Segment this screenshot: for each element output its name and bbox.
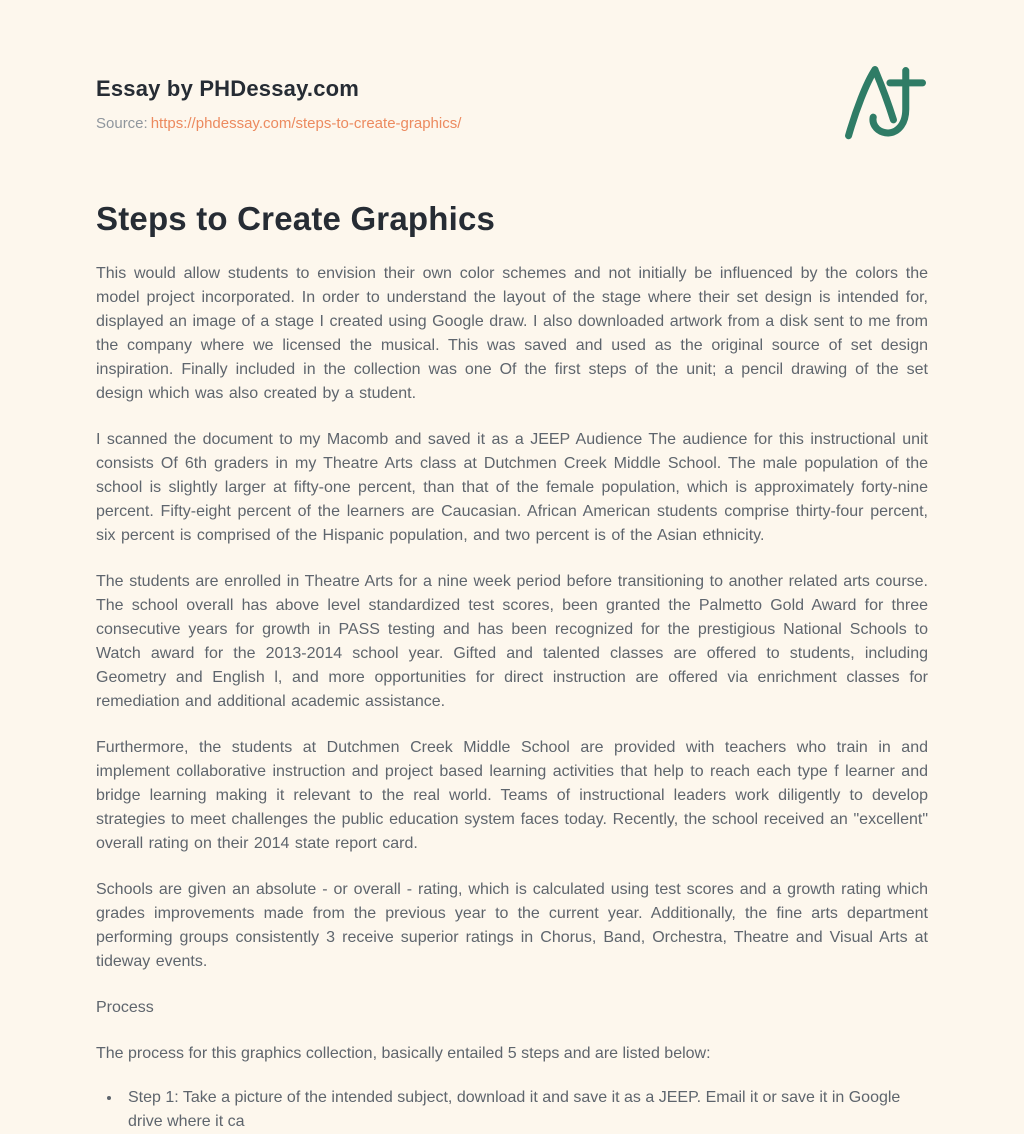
page-header: [96, 64, 928, 148]
process-intro: The process for this graphics collection, basically entailed 5 steps and are listed below:: [96, 1045, 711, 1062]
essay-paragraph-4: Furthermore, the students at Dutchmen Creek Middle School are provided with teachers who train in and implement collaborative instruction and project based learning activities that help to reach each type f learner and bridge learning making it relevant to the real world. Teams of instructional leaders work diligently to develop strategies to meet challenges the public education system faces today. Recently, the school received an "excellent" overall rating on their 2014 state report card.: [96, 739, 928, 852]
byline: Essay by PHDessay.com: [96, 76, 360, 101]
essay-paragraph-3: The students are enrolled in Theatre Arts for a nine week period before transitioning to another related arts course. The school overall has above level standardized test scores, been granted the Palmetto Gold Award for three consecutive years for growth in PASS testing and has been recognized for the prestigious National Schools to Watch award for the 2013-2014 school year. Gifted and talented classes are offered to students, including Geometry and English l, and more opportunities for direct instruction are offered via enrichment classes for remediation and additional academic assistance.: [96, 573, 928, 710]
process-heading: Process: [96, 999, 154, 1016]
source-link[interactable]: https://phdessay.com/steps-to-create-graphics/: [150, 115, 462, 132]
essay-paragraph-5: Schools are given an absolute - or overall - rating, which is calculated using test scores and a growth rating which grades improvements made from the previous year to the current year. Additionally, the fine arts department performing groups consistently 3 receive superior ratings in Chorus, Band, Orchestra, Theatre and Visual Arts at tideway events.: [96, 881, 928, 970]
phdessay-logo-icon: [838, 60, 926, 148]
header-text-block: [96, 64, 461, 132]
page-title: Steps to Create Graphics: [96, 200, 496, 237]
source-line: [96, 115, 461, 132]
process-steps-list: [122, 1086, 928, 1134]
essay-paragraph-1: This would allow students to envision their own color schemes and not initially be influenced by the colors the model project incorporated. In order to understand the layout of the stage where their set design is intended for, displayed an image of a stage I created using Google draw. I also downloaded artwork from a disk sent to me from the company where we licensed the musical. This was saved and used as the original source of set design inspiration. Finally included in the collection was one Of the first steps of the unit; a pencil drawing of the set design which was also created by a student.: [96, 265, 928, 402]
source-label: Source:: [96, 115, 148, 132]
step-item-1: • Step 1: Take a picture of the intended subject, download it and save it as a JEEP. Email it or save it in Google drive where it ca: [122, 1086, 928, 1134]
essay-paragraph-2: I scanned the document to my Macomb and saved it as a JEEP Audience The audience for this instructional unit consists Of 6th graders in my Theatre Arts class at Dutchmen Creek Middle School. The male population of the school is slightly larger at fifty-one percent, than that of the female population, which is approximately forty-nine percent. Fifty-eight percent of the learners are Caucasian. African American students comprise thirty-four percent, six percent is comprised of the Hispanic population, and two percent is of the Asian ethnicity.: [96, 431, 928, 544]
